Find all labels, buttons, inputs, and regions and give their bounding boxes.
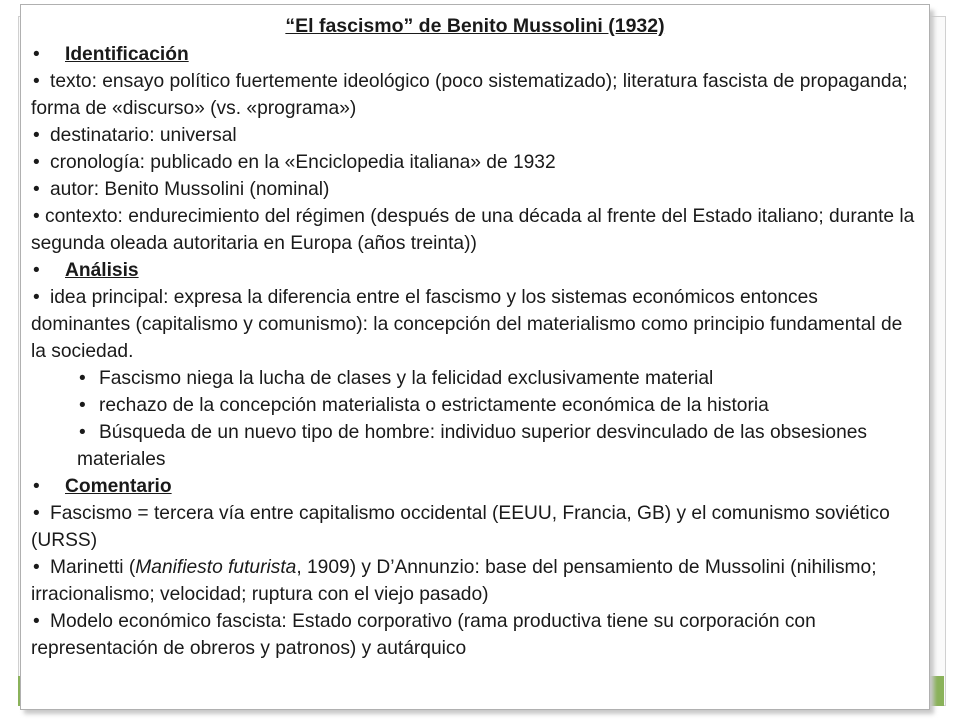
item-text: cronología: publicado en la «Enciclopedia italiana» de 1932 <box>50 152 556 173</box>
sub-list-item <box>31 365 919 392</box>
item-text-suffix: , 1909) y D’Annunzio: base del pensamiento de Mussolini (nihilismo; irracionalismo; velocidad; ruptura con el viejo pasado) <box>31 557 877 605</box>
item-text: rechazo de la concepción materialista o estrictamente económica de la historia <box>99 395 769 416</box>
list-item <box>31 68 919 122</box>
item-text: Búsqueda de un nuevo tipo de hombre: individuo superior desvinculado de las obsesiones materiales <box>77 422 868 470</box>
document-title: “El fascismo” de Benito Mussolini (1932) <box>285 15 665 37</box>
section-comentario <box>31 473 919 500</box>
italic-work-title: Manifiesto futurista <box>135 557 297 578</box>
list-item <box>31 149 919 176</box>
section-heading: Comentario <box>65 476 172 497</box>
list-item <box>31 122 919 149</box>
bullet: • <box>79 395 86 416</box>
item-text: autor: Benito Mussolini (nominal) <box>50 179 330 200</box>
list-item <box>31 284 919 365</box>
bullet: • <box>33 152 40 173</box>
item-text: Modelo económico fascista: Estado corporativo (rama productiva tiene su corporación con representación de obreros y patronos) y autárquico <box>31 611 816 659</box>
bullet: • <box>33 125 40 146</box>
bullet: • <box>79 368 86 389</box>
item-text: idea principal: expresa la diferencia entre el fascismo y los sistemas económicos entonces dominantes (capitalismo y comunismo): la concepción del materialismo como principio fundamental de la sociedad. <box>31 287 903 362</box>
sub-list-item <box>31 419 919 473</box>
item-text: texto: ensayo político fuertemente ideológico (poco sistematizado); literatura fascista de propaganda; forma de «discurso» (vs. «programa») <box>31 71 908 119</box>
sub-list-item <box>31 392 919 419</box>
list-item <box>31 500 919 554</box>
section-analisis <box>31 257 919 284</box>
list-item <box>31 176 919 203</box>
bullet: • <box>33 287 40 308</box>
item-text: destinatario: universal <box>50 125 237 146</box>
section-heading: Análisis <box>65 260 139 281</box>
bullet: • <box>79 422 86 443</box>
bullet: • <box>33 557 40 578</box>
bullet: • <box>33 476 40 497</box>
text-card <box>20 4 930 710</box>
bullet: • <box>33 44 40 65</box>
list-item <box>31 203 919 257</box>
bullet: • <box>33 611 40 632</box>
bullet: • <box>33 206 40 227</box>
bullet: • <box>33 179 40 200</box>
bullet: • <box>33 260 40 281</box>
section-heading: Identificación <box>65 44 189 65</box>
item-text-prefix: Marinetti ( <box>50 557 136 578</box>
list-item <box>31 554 919 608</box>
item-text: contexto: endurecimiento del régimen (después de una década al frente del Estado italiano; durante la segunda oleada autoritaria en Europa (años treinta)) <box>31 206 915 254</box>
list-item <box>31 608 919 662</box>
item-text: Fascismo niega la lucha de clases y la felicidad exclusivamente material <box>99 368 714 389</box>
bullet: • <box>33 71 40 92</box>
section-identificacion <box>31 41 919 68</box>
item-text: Fascismo = tercera vía entre capitalismo occidental (EEUU, Francia, GB) y el comunismo soviético (URSS) <box>31 503 890 551</box>
bullet: • <box>33 503 40 524</box>
